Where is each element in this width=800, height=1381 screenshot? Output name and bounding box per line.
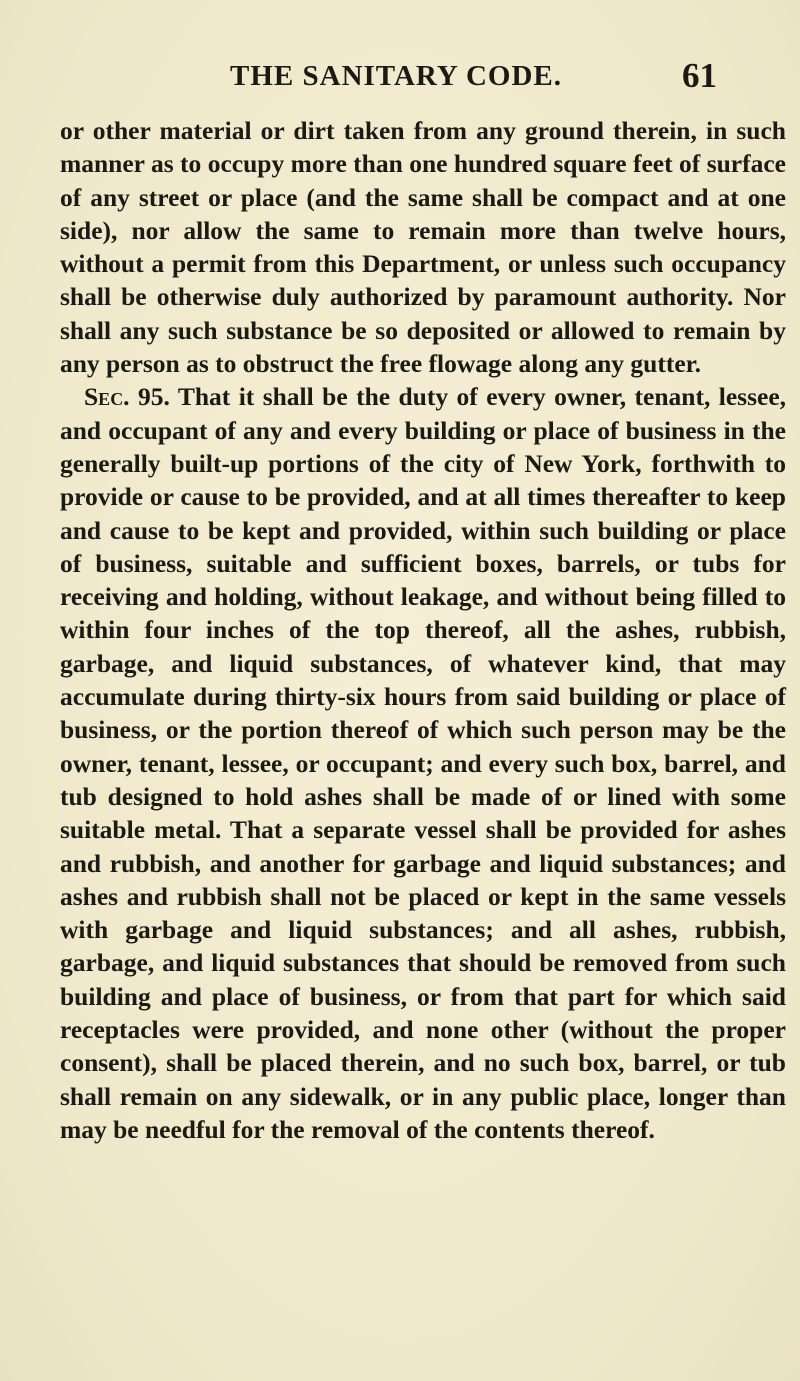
paragraph-section-95 <box>60 380 786 1146</box>
running-title: THE SANITARY CODE. <box>230 60 563 92</box>
section-text: That it shall be the duty of every owner, tenant, lessee, and occupant of any and every building or place of business in the generally built-up portions of the city of New York, forthwith to provide or cause to be provided, and at all times thereafter to keep and cause to be kept and provided, within such building or place of business, suitable and sufficient boxes, barrels, or tubs for receiving and holding, without leakage, and without being filled to within four inches of the top thereof, all the ashes, rubbish, garbage, and liquid substances, of whatever kind, that may accumulate during thirty-six hours from said building or place of business, or the portion thereof of which such person may be the owner, tenant, lessee, or occupant; and every such box, barrel, and tub designed to hold ashes shall be made of or lined with some suitable metal. That a separate vessel shall be provided for ashes and rubbish, and another for garbage and liquid substances; and ashes and rubbish shall not be placed or kept in the same vessels with garbage and liquid substances; and all ashes, rubbish, garbage, and liquid substances that should be removed from such building and place of business, or from that part for which said receptacles were provided, and none other (without the proper consent), shall be placed therein, and no such box, barrel, or tub shall remain on any sidewalk, or in any public place, longer than may be needful for the removal of the contents thereof. <box>60 382 787 1144</box>
section-label: Sec. 95. <box>84 382 170 412</box>
paragraph-continuation: or other material or dirt taken from any ground therein, in such manner as to occupy more than one hundred square feet of surface of any street or place (and the same shall be compact and at one side), nor allow the same to remain more than twelve hours, without a permit from this Department, or unless such occupancy shall be otherwise duly authorized by paramount authority. Nor shall any such substance be so deposited or allowed to remain by any person as to obstruct the free flowage along any gutter. <box>60 116 786 379</box>
page-header <box>0 56 800 96</box>
page-number: 61 <box>682 56 717 95</box>
body-text <box>60 114 786 1146</box>
